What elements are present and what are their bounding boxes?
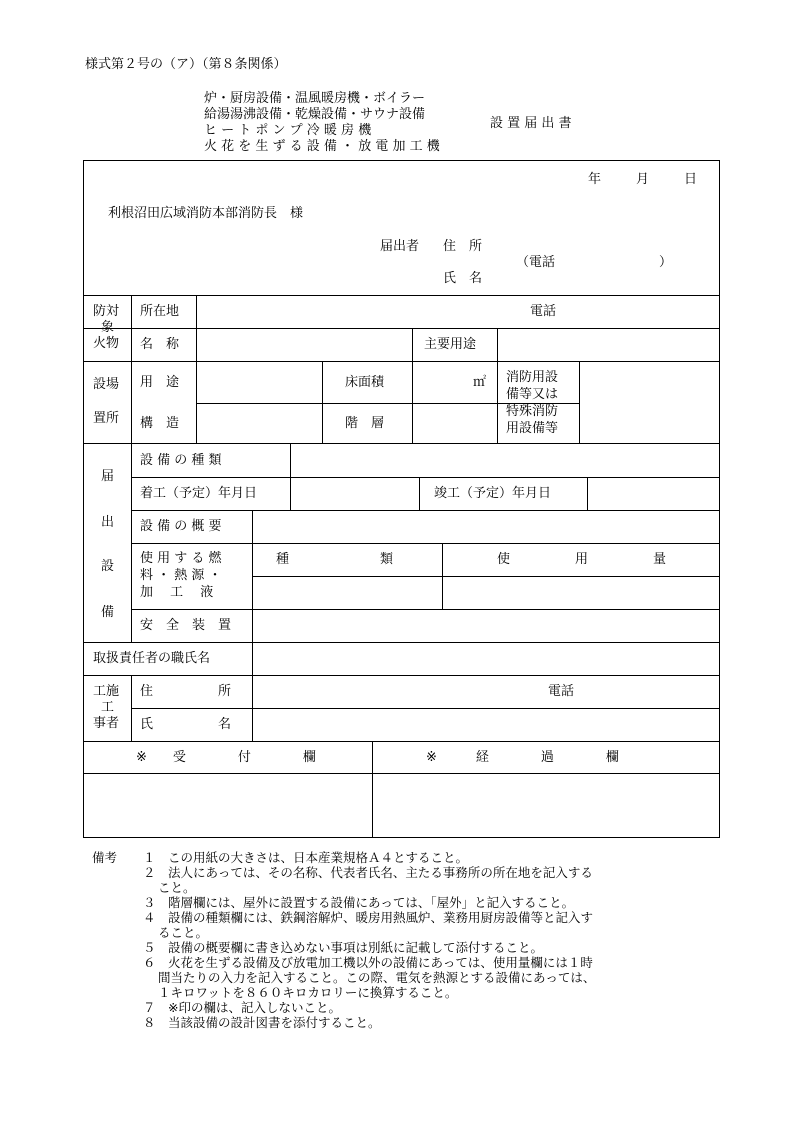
manager-label: 取扱責任者の職氏名: [93, 651, 211, 666]
date-year: 年: [588, 172, 602, 187]
notifier-label: 届出者: [380, 239, 420, 254]
safety-label: 安 全 装 置: [140, 618, 232, 633]
notifier-name-label: 氏 名: [443, 271, 483, 286]
equip-type-label: 設 備 の 種 類: [140, 453, 222, 468]
location-label: 所在地: [140, 304, 180, 319]
note-line-3: こと。: [158, 880, 196, 895]
fire-equip-2: 備等又は: [506, 387, 559, 402]
title-line-1: 炉・厨房設備・温風暖房機・ボイラー: [204, 91, 426, 106]
note-line-9: 間当たりの入力を記入すること。この際、電気を熱源とする設備にあっては、: [158, 970, 596, 985]
equip-group-4: 備: [101, 605, 115, 620]
title-line-3: ヒ ー ト ポ ン プ 冷 暖 房 機: [204, 123, 372, 138]
fire-equip-4: 用設備等: [506, 421, 559, 436]
title-suffix: 設 置 届 出 書: [490, 116, 572, 131]
contractor-name-label: 氏 名: [140, 717, 232, 732]
reception-label: ※ 受 付 欄: [136, 750, 316, 765]
contractor-group-2: 工: [101, 700, 115, 715]
date-day: 日: [684, 172, 698, 187]
note-line-8: ６ 火花を生ずる設備及び放電加工機以外の設備にあっては、使用量欄には１時: [143, 955, 593, 970]
fire-equip-3: 特殊消防: [506, 404, 559, 419]
note-line-2: ２ 法人にあっては、その名称、代表者氏名、主たる事務所の所在地を記入する: [143, 865, 593, 880]
form-number: 様式第２号の（ア）（第８条関係）: [85, 57, 287, 72]
note-line-11: ７ ※印の欄は、記入しないこと。: [143, 1000, 341, 1015]
fire-equip-1: 消防用設: [506, 370, 559, 385]
site-group-1: 設場: [93, 377, 120, 392]
target-name-label: 名 称: [140, 337, 180, 352]
notifier-phone-label: （電話 ）: [516, 255, 673, 270]
notes-label: 備考: [92, 850, 118, 865]
note-line-10: １キロワットを８６０キロカロリーに換算すること。: [158, 985, 458, 1000]
title-line-4: 火 花 を 生 ず る 設 備 ・ 放 電 加 工 機: [204, 139, 440, 154]
site-use-label: 用 途: [140, 375, 180, 390]
equip-group-2: 出: [101, 515, 115, 530]
note-line-12: ８ 当該設備の設計図書を添付すること。: [143, 1015, 381, 1030]
floor-area-unit: ㎡: [473, 375, 487, 390]
target-group-2: 象: [101, 320, 115, 335]
note-line-5: ４ 設備の種類欄には、鉄鋼溶解炉、暖房用熱風炉、業務用厨房設備等と記入す: [143, 910, 594, 925]
target-group-3: 火物: [93, 336, 120, 351]
equip-summary-label: 設 備 の 概 要: [140, 519, 222, 534]
amount-label: 使 用 量: [497, 552, 667, 567]
structure-label: 構 造: [140, 416, 180, 431]
floor-label: 階 層: [345, 416, 385, 431]
main-use-label: 主要用途: [424, 337, 477, 352]
floor-area-label: 床面積: [345, 375, 385, 390]
kind-label: 種 類: [276, 552, 394, 567]
note-line-1: １ この用紙の大きさは、日本産業規格Ａ４とすること。: [143, 850, 469, 865]
addressee: 利根沼田広域消防本部消防長 様: [108, 206, 304, 221]
equip-group-3: 設: [101, 559, 115, 574]
fuel-label-2: 料 ・ 熱 源 ・: [140, 568, 222, 583]
end-date-label: 竣工（予定）年月日: [434, 486, 552, 501]
fuel-label-1: 使 用 す る 燃: [140, 551, 222, 566]
progress-label: ※ 経 過 欄: [426, 750, 619, 765]
title-line-2: 給湯湯沸設備・乾燥設備・サウナ設備: [204, 107, 426, 122]
contractor-phone-label: 電話: [548, 684, 575, 699]
start-date-label: 着工（予定）年月日: [140, 486, 258, 501]
contractor-group-3: 事者: [93, 716, 120, 731]
site-group-2: 置所: [93, 411, 120, 426]
note-line-6: ること。: [158, 925, 209, 940]
date-month: 月: [636, 172, 650, 187]
contractor-group-1: 工施: [93, 684, 120, 699]
equip-group-1: 届: [101, 469, 115, 484]
note-line-7: ５ 設備の概要欄に書き込めない事項は別紙に記載して添付すること。: [143, 940, 544, 955]
contractor-address-label: 住 所: [140, 684, 232, 699]
note-line-4: ３ 階層欄には、屋外に設置する設備にあっては、「屋外」と記入すること。: [143, 895, 575, 910]
notifier-address-label: 住 所: [443, 239, 483, 254]
fuel-label-3: 加 工 液: [140, 585, 214, 600]
target-group-1: 防対: [93, 304, 120, 319]
target-phone-label: 電話: [530, 304, 557, 319]
